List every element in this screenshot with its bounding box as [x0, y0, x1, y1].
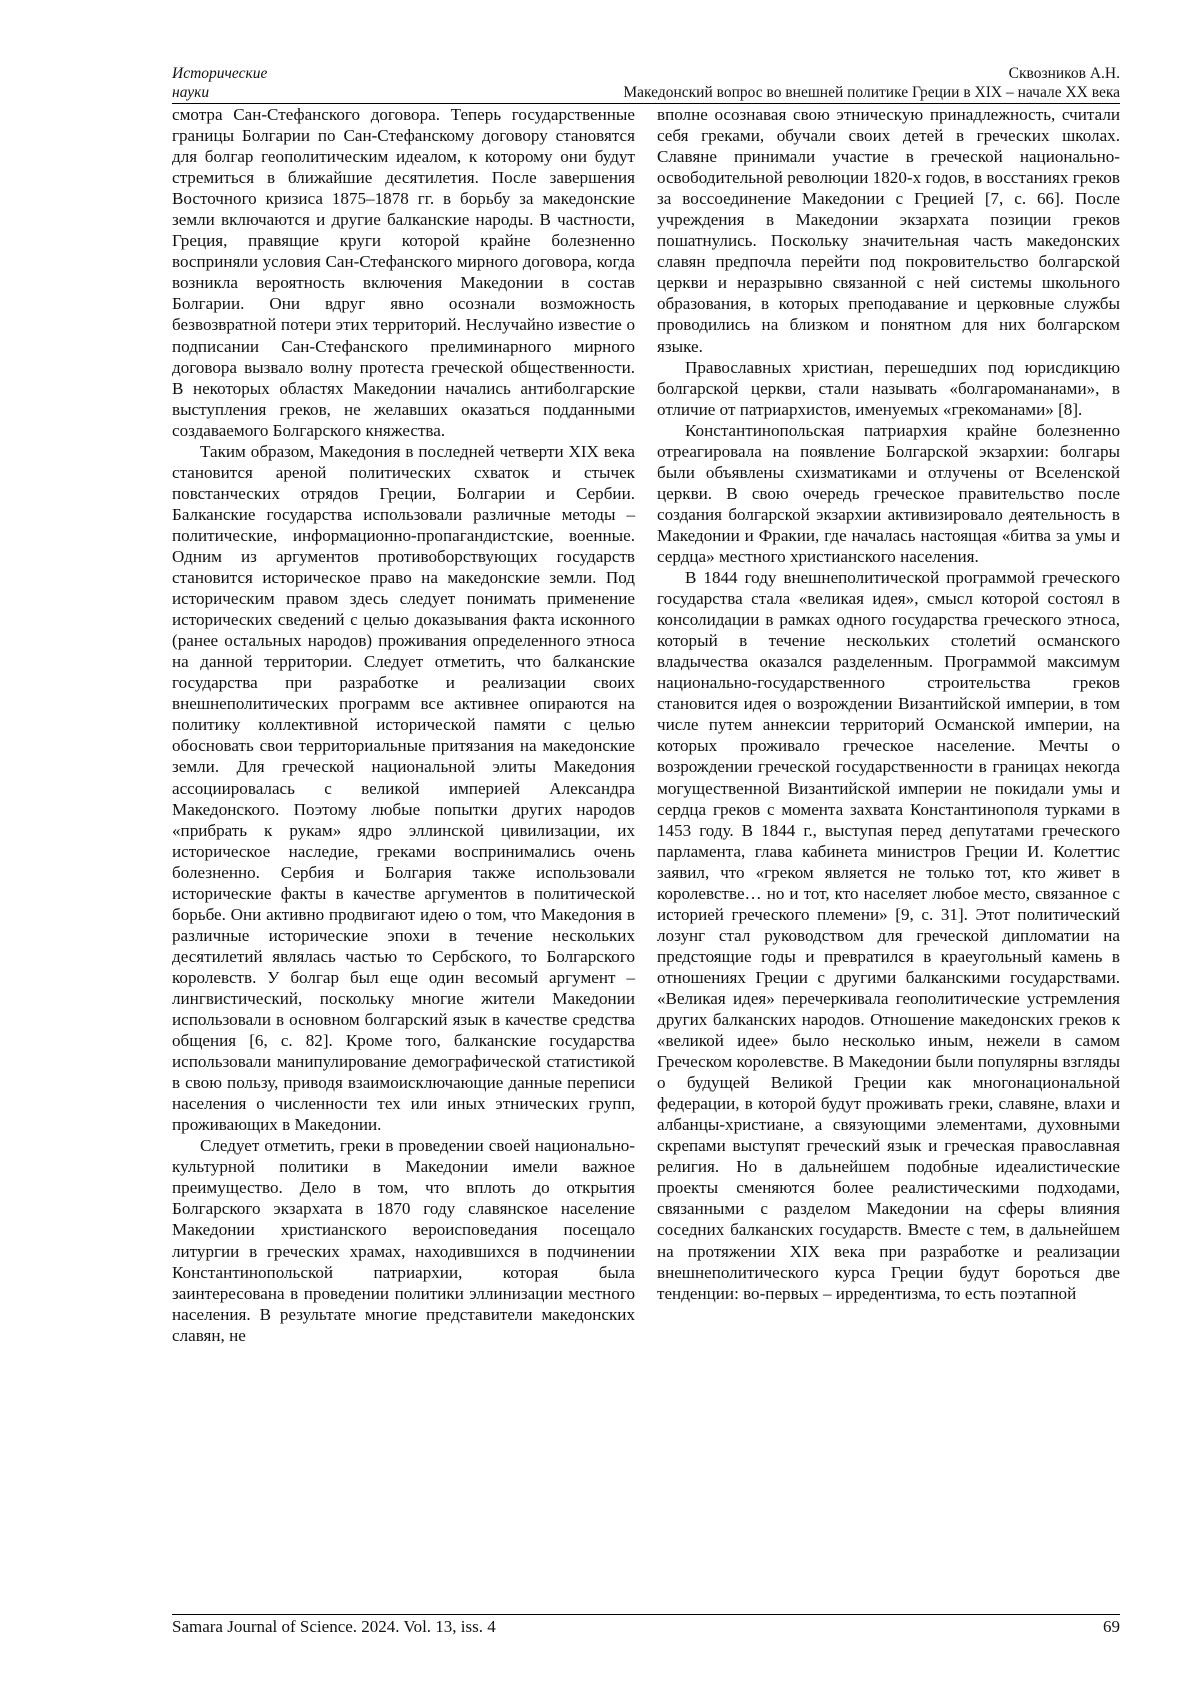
paragraph: В 1844 году внешнеполитической программой греческого государства стала «великая идея», смысл которой состоял в консолидации в рамках одного государства греческого этноса, который в течение нескольких столетий османского владычества оказался разделенным. Программой максимум национально-государственного строительства греков становится идея о возрождении Византийской империи, в том числе путем аннексии территорий Османской империи, на которых проживало греческое население. Мечты о возрождении греческой государственности в границах некогда могущественной Византийской империи не покидали умы и сердца греков с момента захвата Константинополя турками в 1453 году. В 1844 г., выступая перед депутатами греческого парламента, глава кабинета министров Греции И. Колеттис заявил, что «греком является не только тот, кто живет в королевстве… но и тот, кто населяет любое место, связанное с историей греческого племени» [9, с. 31]. Этот политический лозунг стал руководством для греческой дипломатии на предстоящие годы и превратился в краеугольный камень в отношениях Греции с другими балканскими государствами. «Великая идея» перечеркивала геополитические устремления других балканских народов. Отношение македонских греков к «великой идее» было несколько иным, нежели в самом Греческом королевстве. В Македонии были популярны взгляды о будущей Великой Греции как многонациональной федерации, в которой будут проживать греки, славяне, влахи и албанцы-христиане, а связующими элементами, духовными скрепами выступят греческий язык и греческая православная религия. Но в дальнейшем подобные идеалистические проекты сменяются более реалистическими подходами, связанными с разделом Македонии на сферы влияния соседних балканских государств. Вместе с тем, в дальнейшем на протяжении XIX века при разработке и реализации внешнеполитического курса Греции будут бороться две тенденции: во-первых – ирредентизма, то есть поэтапной — [657, 568, 1120, 1303]
footer-journal-citation: Samara Journal of Science. 2024. Vol. 13, iss. 4 — [172, 1617, 496, 1636]
footer-rule — [172, 1614, 1120, 1615]
section-label-line1: Исторические — [172, 65, 268, 82]
paragraph: Таким образом, Македония в последней четверти XIX века становится ареной политических схваток и стычек повстанческих отрядов Греции, Болгарии и Сербии. Балканские государства использовали различные методы – политические, информационно-пропагандистские, военные. Одним из аргументов противоборствующих государств становится историческое право на македонские земли. Под историческим правом здесь следует понимать применение исторических сведений с целью доказывания факта исконного (ранее остальных народов) проживания определенного этноса на данной территории. Следует отметить, что балканские государства при разработке и реализации своих внешнеполитических программ все активнее опираются на политику коллективной исторической памяти с целью обосновать свои территориальные притязания на македонские земли. Для греческой национальной элиты Македония ассоциировалась с великой империей Александра Македонского. Поэтому любые попытки других народов «прибрать к рукам» ядро эллинской цивилизации, их историческое наследие, греками воспринимались очень болезненно. Сербия и Болгария также использовали исторические факты в качестве аргументов в политической борьбе. Они активно продвигают идею о том, что Македония в различные исторические эпохи в течение нескольких десятилетий являлась частью то Сербского, то Болгарского королевств. У болгар был еще один весомый аргумент – лингвистический, поскольку многие жители Македонии использовали в основном болгарский язык в качестве средства общения [6, с. 82]. Кроме того, балканские государства использовали манипулирование демографической статистикой в свою пользу, приводя взаимоисключающие данные переписи населения о численности тех или иных этнических групп, проживающих в Македонии. — [172, 441, 635, 1135]
page-number: 69 — [1103, 1617, 1120, 1636]
section-label-line2: науки — [172, 84, 210, 101]
header-author: Сквозников А.Н. — [1008, 65, 1120, 82]
right-text-column — [657, 104, 1120, 1304]
paragraph: смотра Сан-Стефанского договора. Теперь государственные границы Болгарии по Сан-Стефанскому договору становятся для болгар геополитическим идеалом, к которому они будут стремиться в ближайшие десятилетия. После завершения Восточного кризиса 1875–1878 гг. в борьбу за македонские земли включаются и другие балканские народы. В частности, Греция, правящие круги которой крайне болезненно восприняли условия Сан-Стефанского мирного договора, когда возникла вероятность включения Македонии в состав Болгарии. Они вдруг явно осознали возможность безвозвратной потери этих территорий. Неслучайно известие о подписании Сан-Стефанского прелиминарного мирного договора вызвало волну протеста греческой общественности. В некоторых областях Македонии начались антиболгарские выступления греков, не желавших оказаться подданными создаваемого Болгарского княжества. — [172, 105, 635, 440]
header-article-title: Македонский вопрос во внешней политике Греции в XIX – начале XX века — [623, 84, 1120, 101]
paragraph: Константинопольская патриархия крайне болезненно отреагировала на появление Болгарской экзархии: болгары были объявлены схизматиками и отлучены от Вселенской церкви. В свою очередь греческое правительство после создания болгарской экзархии активизировало деятельность в Македонии и Фракии, где началась настоящая «битва за умы и сердца» местного христианского населения. — [657, 420, 1120, 566]
left-text-column — [172, 104, 635, 1346]
paragraph: Православных христиан, перешедших под юрисдикцию болгарской церкви, стали называть «болгаромананами», в отличие от патриархистов, именуемых «грекоманами» [8]. — [657, 357, 1120, 419]
running-header-article — [623, 64, 1120, 102]
paragraph: вполне осознавая свою этническую принадлежность, считали себя греками, обучали своих детей в греческих школах. Славяне принимали участие в греческой национально-освободительной революции 1820-х годов, в восстаниях греков за воссоединение Македонии с Грецией [7, с. 66]. После учреждения в Македонии экзархата позиции греков пошатнулись. Поскольку значительная часть македонских славян предпочла перейти под покровительство болгарской церкви и неразрывно связанной с ней системы школьного образования, в которых преподавание и церковные службы проводились на близком и понятном для них болгарском языке. — [657, 105, 1120, 356]
running-header-section — [172, 64, 267, 102]
paragraph: Следует отметить, греки в проведении своей национально-культурной политики в Македонии имели важное преимущество. Дело в том, что вплоть до открытия Болгарского экзархата в 1870 году славянское население Македонии христианского вероисповедания посещало литургии в греческих храмах, находившихся в подчинении Константинопольской патриархии, которая была заинтересована в проведении политики эллинизации местного населения. В результате многие представители македонских славян, не — [172, 1136, 635, 1345]
